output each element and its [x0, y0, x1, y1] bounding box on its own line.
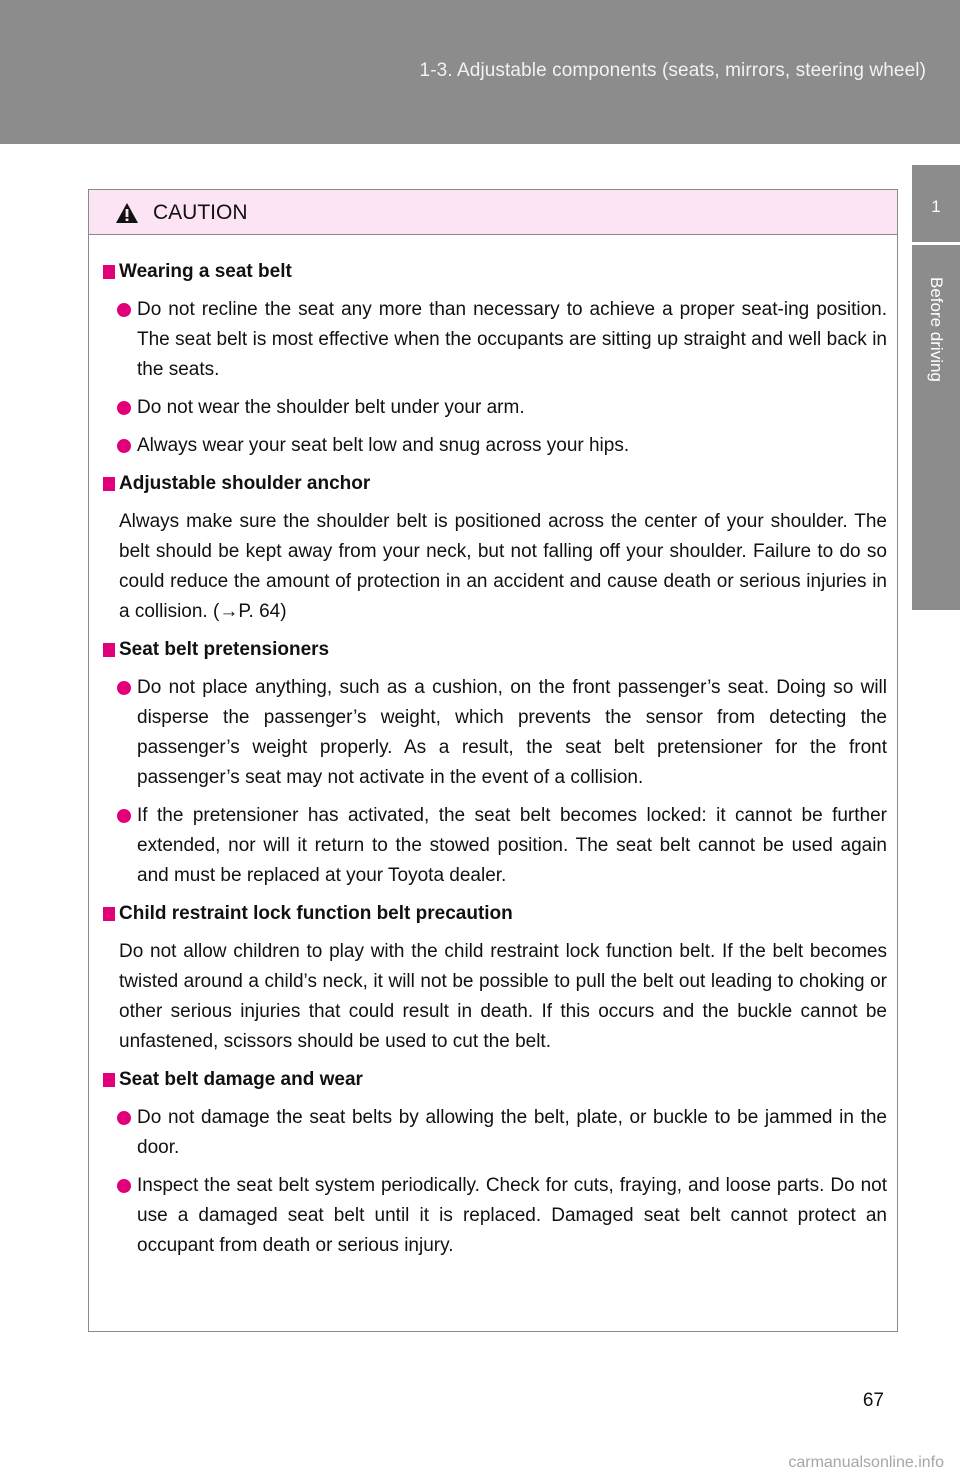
list-item: Do not recline the seat any more than necessary to achieve a proper seat-ing position. The seat belt is most effective when the occupants are sitting up straight and well back in the seats. [103, 295, 887, 385]
section-heading: Seat belt pretensioners [103, 635, 887, 665]
round-bullet-icon [117, 1179, 131, 1193]
list-item: Do not wear the shoulder belt under your arm. [103, 393, 887, 423]
section-heading: Child restraint lock function belt precaution [103, 899, 887, 929]
caution-body [89, 235, 897, 1261]
watermark: carmanualsonline.info [788, 1454, 944, 1471]
page-number: 67 [862, 1390, 884, 1411]
list-item: Inspect the seat belt system periodically. Check for cuts, fraying, and loose parts. Do not use a damaged seat belt until it is replaced. Damaged seat belt cannot protect an occupant from death or serious injury. [103, 1171, 887, 1261]
round-bullet-icon [117, 439, 131, 453]
list-item: If the pretensioner has activated, the seat belt becomes locked: it cannot be further extended, nor will it return to the stowed position. The seat belt cannot be used again and must be replaced at your Toyota dealer. [103, 801, 887, 891]
round-bullet-icon [117, 1111, 131, 1125]
caution-box [88, 189, 898, 1332]
chapter-side-tab [912, 162, 960, 610]
round-bullet-icon [117, 401, 131, 415]
tab-divider [912, 162, 960, 165]
round-bullet-icon [117, 681, 131, 695]
warning-triangle-icon [115, 202, 139, 229]
round-bullet-icon [117, 809, 131, 823]
chapter-number: 1 [931, 197, 941, 216]
square-bullet-icon [103, 265, 115, 279]
paragraph: Do not allow children to play with the child restraint lock function belt. If the belt becomes twisted around a child’s neck, it will not be possible to pull the belt out leading to choking or other serious injuries that could result in death. If this occurs and the buckle cannot be unfastened, scissors should be used to cut the belt. [119, 941, 887, 1052]
square-bullet-icon [103, 643, 115, 657]
chapter-label: Before driving [927, 277, 946, 382]
list-item: Always wear your seat belt low and snug across your hips. [103, 431, 887, 461]
section-heading: Seat belt damage and wear [103, 1065, 887, 1095]
list-item: Do not place anything, such as a cushion, on the front passenger’s seat. Doing so will disperse the passenger’s weight, which prevents the sensor from detecting the passenger’s weight properly. As a result, the seat belt pretensioner for the front passenger’s seat may not activate in the event of a collision. [103, 673, 887, 793]
square-bullet-icon [103, 477, 115, 491]
square-bullet-icon [103, 1073, 115, 1087]
caution-title: CAUTION [153, 201, 248, 224]
section-heading: Adjustable shoulder anchor [103, 469, 887, 499]
section-title: 1-3. Adjustable components (seats, mirrors, steering wheel) [419, 60, 926, 81]
square-bullet-icon [103, 907, 115, 921]
page-header [0, 0, 960, 144]
section-heading: Wearing a seat belt [103, 257, 887, 287]
tab-divider [912, 242, 960, 245]
paragraph: Always make sure the shoulder belt is positioned across the center of your shoulder. The belt should be kept away from your neck, but not falling off your shoulder. Failure to do so could reduce the amount of protection in an accident and cause death or serious injuries in a collision. (→P. 64) [119, 511, 887, 622]
caution-header [89, 190, 897, 235]
round-bullet-icon [117, 303, 131, 317]
list-item: Do not damage the seat belts by allowing the belt, plate, or buckle to be jammed in the door. [103, 1103, 887, 1163]
